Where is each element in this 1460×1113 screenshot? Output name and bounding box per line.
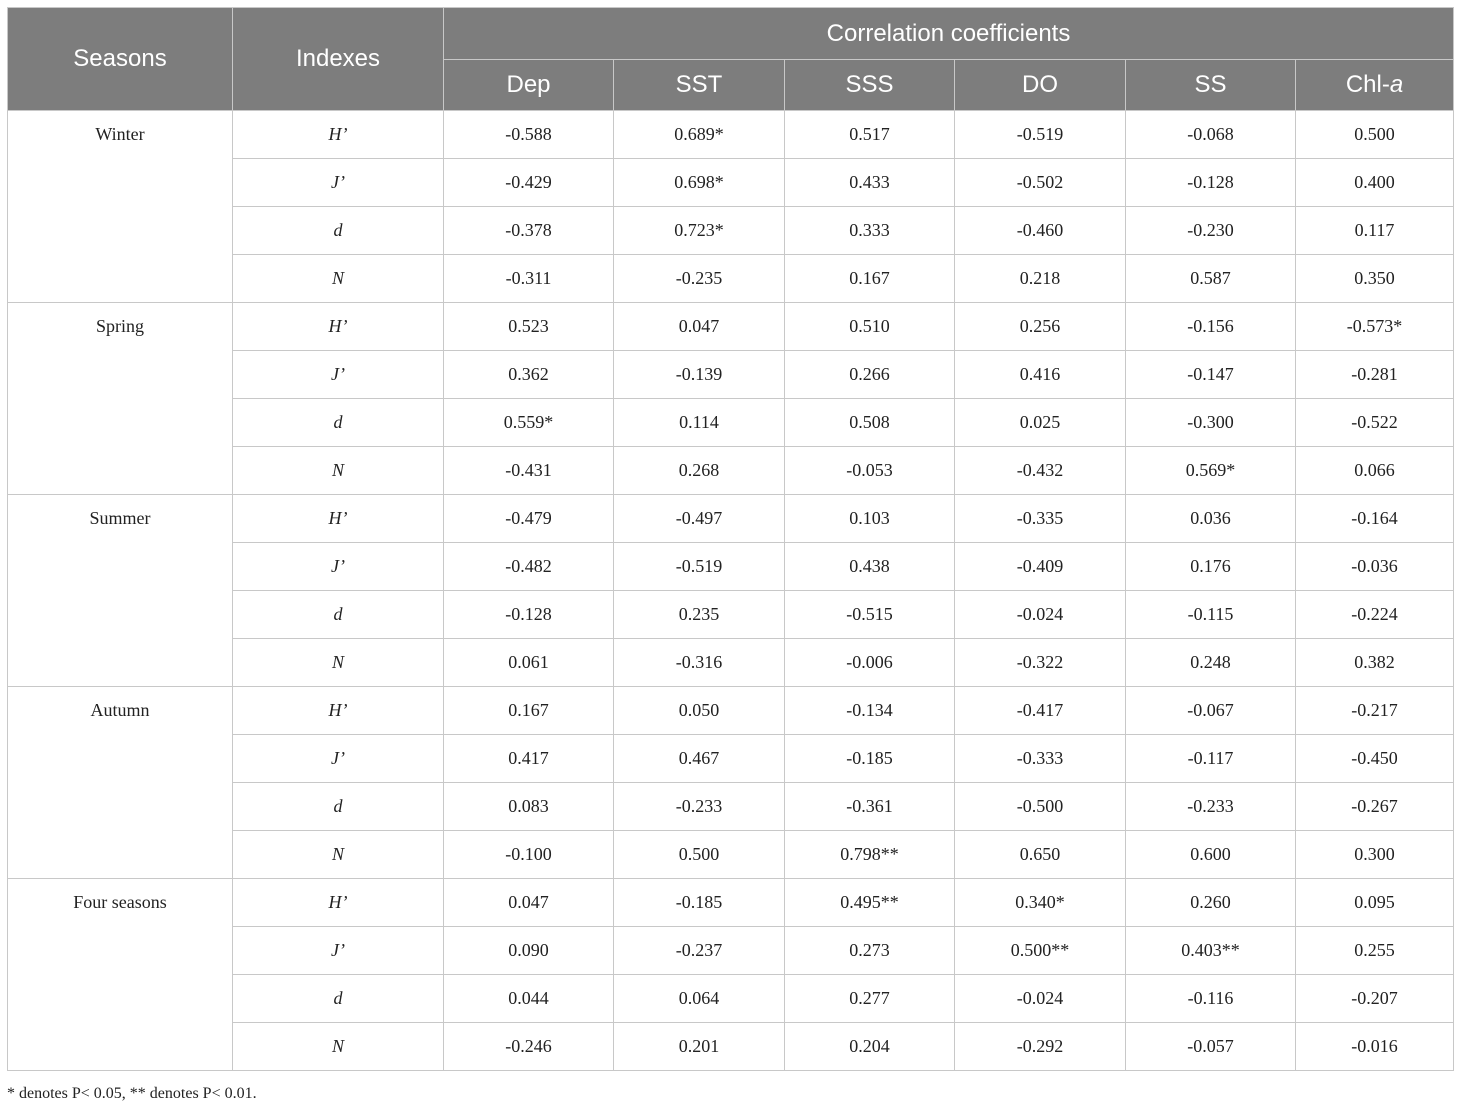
value-cell-sss: 0.333 — [785, 207, 955, 255]
index-cell: N — [233, 1023, 444, 1071]
index-cell: N — [233, 831, 444, 879]
value-cell-do: -0.024 — [955, 975, 1126, 1023]
value-cell-sss: 0.495** — [785, 879, 955, 927]
value-cell-sst: 0.235 — [614, 591, 785, 639]
value-cell-dep: 0.417 — [444, 735, 614, 783]
value-cell-do: -0.322 — [955, 639, 1126, 687]
value-cell-chl-a: -0.164 — [1296, 495, 1454, 543]
index-cell: J’ — [233, 735, 444, 783]
value-cell-sst: -0.497 — [614, 495, 785, 543]
value-cell-do: -0.417 — [955, 687, 1126, 735]
value-cell-chl-a: -0.036 — [1296, 543, 1454, 591]
value-cell-sss: -0.134 — [785, 687, 955, 735]
index-cell: d — [233, 207, 444, 255]
table-row — [8, 111, 1454, 159]
value-cell-ss: 0.036 — [1126, 495, 1296, 543]
value-cell-ss: -0.116 — [1126, 975, 1296, 1023]
table-body — [8, 111, 1454, 1071]
value-cell-chl-a: 0.500 — [1296, 111, 1454, 159]
value-cell-chl-a: 0.300 — [1296, 831, 1454, 879]
value-cell-dep: 0.090 — [444, 927, 614, 975]
value-cell-sst: 0.047 — [614, 303, 785, 351]
value-cell-dep: -0.431 — [444, 447, 614, 495]
table-row — [8, 495, 1454, 543]
value-cell-do: 0.025 — [955, 399, 1126, 447]
header-ss: SS — [1126, 60, 1296, 111]
value-cell-chl-a: -0.450 — [1296, 735, 1454, 783]
value-cell-sss: 0.266 — [785, 351, 955, 399]
value-cell-sst: 0.050 — [614, 687, 785, 735]
value-cell-dep: -0.378 — [444, 207, 614, 255]
value-cell-do: -0.460 — [955, 207, 1126, 255]
value-cell-ss: 0.176 — [1126, 543, 1296, 591]
value-cell-do: -0.292 — [955, 1023, 1126, 1071]
season-cell: Four seasons — [8, 879, 233, 1071]
header-sss: SSS — [785, 60, 955, 111]
value-cell-chl-a: -0.281 — [1296, 351, 1454, 399]
value-cell-dep: 0.083 — [444, 783, 614, 831]
index-cell: J’ — [233, 159, 444, 207]
value-cell-sst: 0.698* — [614, 159, 785, 207]
value-cell-chl-a: 0.350 — [1296, 255, 1454, 303]
value-cell-ss: -0.068 — [1126, 111, 1296, 159]
value-cell-sst: -0.185 — [614, 879, 785, 927]
value-cell-do: 0.340* — [955, 879, 1126, 927]
index-cell: d — [233, 975, 444, 1023]
value-cell-chl-a: -0.267 — [1296, 783, 1454, 831]
season-cell: Spring — [8, 303, 233, 495]
value-cell-ss: 0.260 — [1126, 879, 1296, 927]
value-cell-do: 0.256 — [955, 303, 1126, 351]
index-cell: J’ — [233, 927, 444, 975]
value-cell-sss: 0.438 — [785, 543, 955, 591]
value-cell-sss: 0.433 — [785, 159, 955, 207]
table-row — [8, 687, 1454, 735]
value-cell-dep: -0.482 — [444, 543, 614, 591]
value-cell-ss: -0.057 — [1126, 1023, 1296, 1071]
value-cell-ss: -0.156 — [1126, 303, 1296, 351]
value-cell-ss: -0.230 — [1126, 207, 1296, 255]
header-do: DO — [955, 60, 1126, 111]
value-cell-sss: 0.103 — [785, 495, 955, 543]
value-cell-ss: -0.067 — [1126, 687, 1296, 735]
value-cell-chl-a: -0.207 — [1296, 975, 1454, 1023]
footnote: * denotes P< 0.05, ** denotes P< 0.01. — [7, 1085, 257, 1102]
index-cell: d — [233, 783, 444, 831]
index-cell: H’ — [233, 687, 444, 735]
value-cell-dep: 0.362 — [444, 351, 614, 399]
value-cell-sst: 0.723* — [614, 207, 785, 255]
header-dep: Dep — [444, 60, 614, 111]
value-cell-do: -0.502 — [955, 159, 1126, 207]
value-cell-chl-a: 0.066 — [1296, 447, 1454, 495]
value-cell-sss: 0.167 — [785, 255, 955, 303]
value-cell-sst: -0.519 — [614, 543, 785, 591]
value-cell-dep: -0.479 — [444, 495, 614, 543]
value-cell-ss: 0.248 — [1126, 639, 1296, 687]
value-cell-do: -0.409 — [955, 543, 1126, 591]
table-row — [8, 879, 1454, 927]
index-cell: N — [233, 639, 444, 687]
value-cell-dep: 0.047 — [444, 879, 614, 927]
value-cell-ss: 0.587 — [1126, 255, 1296, 303]
value-cell-do: -0.335 — [955, 495, 1126, 543]
value-cell-sst: 0.064 — [614, 975, 785, 1023]
value-cell-ss: -0.128 — [1126, 159, 1296, 207]
header-sst: SST — [614, 60, 785, 111]
correlation-table — [7, 7, 1454, 1071]
index-cell: d — [233, 591, 444, 639]
season-cell: Summer — [8, 495, 233, 687]
value-cell-chl-a: 0.095 — [1296, 879, 1454, 927]
value-cell-ss: -0.117 — [1126, 735, 1296, 783]
value-cell-ss: -0.115 — [1126, 591, 1296, 639]
value-cell-ss: 0.403** — [1126, 927, 1296, 975]
value-cell-chl-a: -0.522 — [1296, 399, 1454, 447]
value-cell-chl-a: -0.217 — [1296, 687, 1454, 735]
value-cell-chl-a: -0.016 — [1296, 1023, 1454, 1071]
value-cell-chl-a: -0.224 — [1296, 591, 1454, 639]
value-cell-ss: -0.300 — [1126, 399, 1296, 447]
value-cell-chl-a: 0.117 — [1296, 207, 1454, 255]
value-cell-dep: -0.311 — [444, 255, 614, 303]
season-cell: Autumn — [8, 687, 233, 879]
value-cell-chl-a: -0.573* — [1296, 303, 1454, 351]
value-cell-dep: 0.044 — [444, 975, 614, 1023]
value-cell-do: -0.333 — [955, 735, 1126, 783]
value-cell-dep: 0.167 — [444, 687, 614, 735]
header-chl-prefix: Chl- — [1345, 71, 1390, 98]
table-header — [8, 8, 1454, 111]
value-cell-sst: -0.139 — [614, 351, 785, 399]
value-cell-chl-a: 0.382 — [1296, 639, 1454, 687]
value-cell-dep: -0.100 — [444, 831, 614, 879]
value-cell-sst: -0.233 — [614, 783, 785, 831]
index-cell: H’ — [233, 495, 444, 543]
value-cell-do: -0.519 — [955, 111, 1126, 159]
value-cell-dep: 0.061 — [444, 639, 614, 687]
value-cell-sst: 0.268 — [614, 447, 785, 495]
value-cell-sst: 0.467 — [614, 735, 785, 783]
value-cell-ss: 0.600 — [1126, 831, 1296, 879]
value-cell-do: 0.416 — [955, 351, 1126, 399]
value-cell-dep: -0.429 — [444, 159, 614, 207]
value-cell-ss: -0.233 — [1126, 783, 1296, 831]
header-correlation-coefficients: Correlation coefficients — [444, 8, 1454, 60]
value-cell-sss: 0.510 — [785, 303, 955, 351]
table-row — [8, 303, 1454, 351]
value-cell-do: -0.432 — [955, 447, 1126, 495]
value-cell-chl-a: 0.255 — [1296, 927, 1454, 975]
value-cell-do: 0.218 — [955, 255, 1126, 303]
index-cell: J’ — [233, 351, 444, 399]
value-cell-do: 0.650 — [955, 831, 1126, 879]
header-indexes: Indexes — [233, 8, 444, 111]
index-cell: H’ — [233, 303, 444, 351]
value-cell-ss: -0.147 — [1126, 351, 1296, 399]
value-cell-sss: 0.517 — [785, 111, 955, 159]
index-cell: d — [233, 399, 444, 447]
index-cell: H’ — [233, 111, 444, 159]
value-cell-sst: -0.316 — [614, 639, 785, 687]
index-cell: H’ — [233, 879, 444, 927]
value-cell-sss: 0.204 — [785, 1023, 955, 1071]
index-cell: J’ — [233, 543, 444, 591]
index-cell: N — [233, 255, 444, 303]
value-cell-sss: -0.006 — [785, 639, 955, 687]
value-cell-sst: -0.237 — [614, 927, 785, 975]
value-cell-sst: 0.114 — [614, 399, 785, 447]
value-cell-sss: 0.508 — [785, 399, 955, 447]
header-seasons: Seasons — [8, 8, 233, 111]
value-cell-do: -0.024 — [955, 591, 1126, 639]
value-cell-do: -0.500 — [955, 783, 1126, 831]
value-cell-sst: 0.201 — [614, 1023, 785, 1071]
value-cell-sss: -0.515 — [785, 591, 955, 639]
value-cell-dep: -0.588 — [444, 111, 614, 159]
value-cell-ss: 0.569* — [1126, 447, 1296, 495]
value-cell-sst: 0.500 — [614, 831, 785, 879]
value-cell-dep: -0.128 — [444, 591, 614, 639]
value-cell-dep: 0.559* — [444, 399, 614, 447]
value-cell-sss: 0.273 — [785, 927, 955, 975]
header-chl-suffix: a — [1389, 71, 1404, 98]
value-cell-sss: -0.361 — [785, 783, 955, 831]
season-cell: Winter — [8, 111, 233, 303]
header-chl-a — [1296, 60, 1454, 111]
value-cell-sst: 0.689* — [614, 111, 785, 159]
value-cell-sss: -0.185 — [785, 735, 955, 783]
value-cell-dep: 0.523 — [444, 303, 614, 351]
value-cell-sss: 0.277 — [785, 975, 955, 1023]
value-cell-sss: -0.053 — [785, 447, 955, 495]
value-cell-sst: -0.235 — [614, 255, 785, 303]
value-cell-sss: 0.798** — [785, 831, 955, 879]
index-cell: N — [233, 447, 444, 495]
value-cell-chl-a: 0.400 — [1296, 159, 1454, 207]
value-cell-dep: -0.246 — [444, 1023, 614, 1071]
value-cell-do: 0.500** — [955, 927, 1126, 975]
